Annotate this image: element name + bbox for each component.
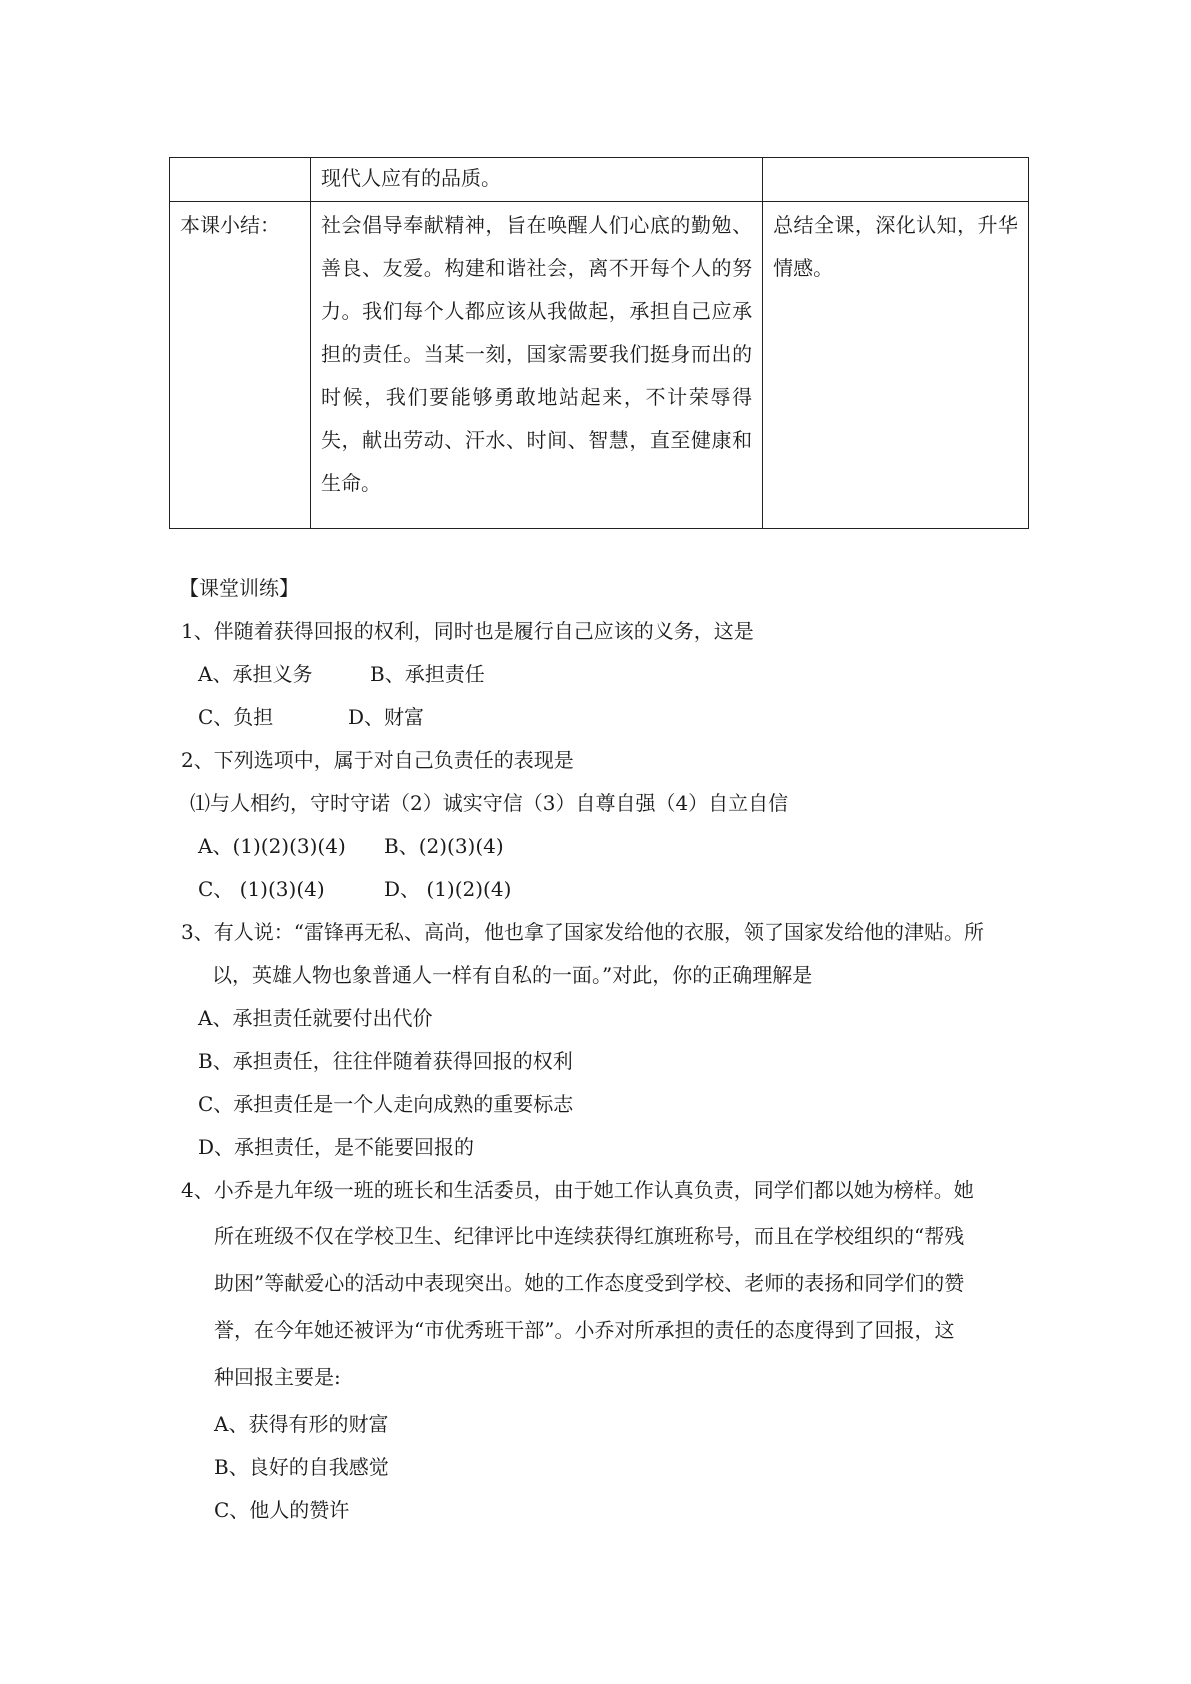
q4-option-c: C、他人的赞许 [214, 1498, 350, 1522]
question-4-stem-4: 誉，在今年她还被评为“市优秀班干部”。小乔对所承担的责任的态度得到了回报，这 [214, 1318, 955, 1342]
q4-option-a: A、获得有形的财富 [214, 1412, 389, 1436]
question-1-stem: 1、伴随着获得回报的权利，同时也是履行自己应该的义务，这是 [181, 619, 754, 643]
q3-option-b: B、承担责任，往往伴随着获得回报的权利 [198, 1049, 573, 1073]
question-2-stem: 2、下列选项中，属于对自己负责任的表现是 [181, 748, 574, 772]
table-row [170, 202, 1029, 529]
q1-option-a: A、承担义务 [198, 662, 313, 686]
q4-option-b: B、良好的自我感觉 [214, 1455, 389, 1479]
question-4-stem-2: 所在班级不仅在学校卫生、纪律评比中连续获得红旗班称号，而且在学校组织的“帮残 [214, 1224, 965, 1248]
question-3-stem-2: 以，英雄人物也象普通人一样有自私的一面。”对此，你的正确理解是 [212, 963, 813, 987]
q3-option-c: C、承担责任是一个人走向成熟的重要标志 [198, 1092, 574, 1116]
q2-option-b: B、(2)(3)(4) [384, 834, 504, 858]
q3-option-d: D、承担责任，是不能要回报的 [198, 1135, 475, 1159]
table-cell: 现代人应有的品质。 [311, 158, 763, 202]
summary-label: 本课小结： [170, 202, 311, 529]
table-cell [763, 158, 1029, 202]
q2-option-d: D、 (1)(2)(4) [384, 877, 512, 901]
q1-option-b: B、承担责任 [370, 662, 485, 686]
question-2-list: ⑴与人相约，守时守诺（2）诚实守信（3）自尊自强（4）自立自信 [190, 791, 789, 815]
summary-text: 社会倡导奉献精神，旨在唤醒人们心底的勤勉、善良、友爱。构建和谐社会，离不开每个人的努力。我们每个人都应该从我做起，承担自己应承担的责任。当某一刻，国家需要我们挺身而出的时候，我们要能够勇敢地站起来，不计荣辱得失，献出劳动、汗水、时间、智慧，直至健康和生命。 [311, 202, 763, 529]
question-4-stem-5: 种回报主要是: [214, 1365, 341, 1389]
lesson-table [169, 157, 1029, 529]
q1-option-d: D、财富 [348, 705, 425, 729]
section-title: 【课堂训练】 [179, 576, 299, 600]
q2-option-a: A、(1)(2)(3)(4) [198, 834, 346, 858]
question-4-stem-3: 助困”等献爱心的活动中表现突出。她的工作态度受到学校、老师的表扬和同学们的赞 [214, 1271, 965, 1295]
q1-option-c: C、负担 [198, 705, 274, 729]
summary-goal: 总结全课，深化认知，升华情感。 [763, 202, 1029, 529]
question-4-stem-1: 4、小乔是九年级一班的班长和生活委员，由于她工作认真负责，同学们都以她为榜样。她 [181, 1178, 974, 1202]
table-cell [170, 158, 311, 202]
table-row [170, 158, 1029, 202]
question-3-stem-1: 3、有人说：“雷锋再无私、高尚，他也拿了国家发给他的衣服，领了国家发给他的津贴。所 [181, 920, 984, 944]
q2-option-c: C、 (1)(3)(4) [198, 877, 325, 901]
q3-option-a: A、承担责任就要付出代价 [198, 1006, 433, 1030]
